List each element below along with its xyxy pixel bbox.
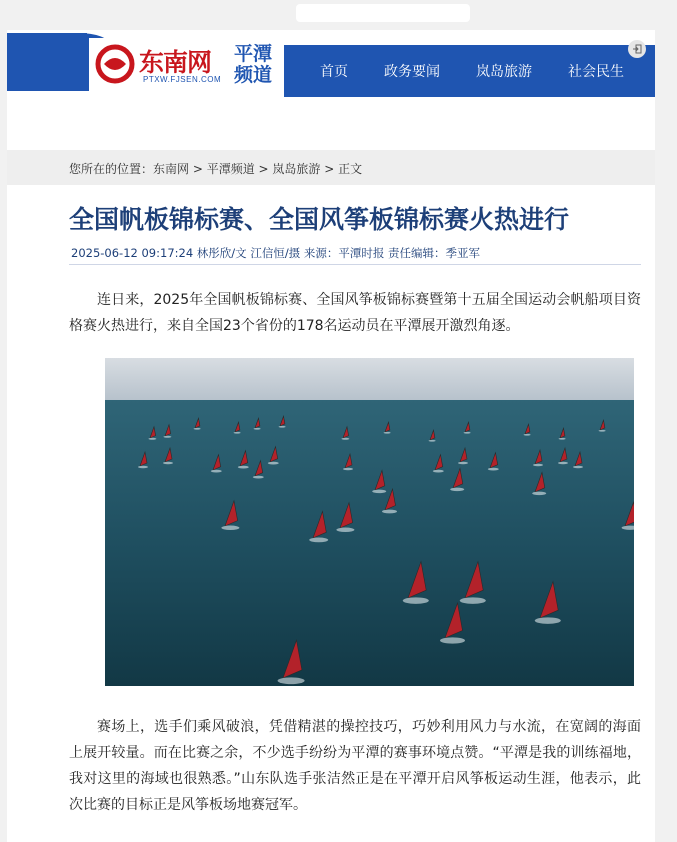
- breadcrumb-link-tourism[interactable]: 岚岛旅游: [272, 162, 321, 176]
- login-icon[interactable]: [628, 40, 646, 58]
- site-header: [7, 30, 655, 96]
- wake-splash: [532, 492, 546, 496]
- wake-splash: [535, 617, 561, 624]
- wake-splash: [148, 438, 156, 440]
- wake-splash: [372, 490, 386, 494]
- wake-splash: [559, 438, 566, 440]
- wake-splash: [138, 466, 148, 469]
- breadcrumb-separator: >: [254, 162, 273, 176]
- main-nav: [284, 45, 655, 97]
- site-logo[interactable]: [89, 38, 284, 93]
- wake-splash: [309, 538, 328, 543]
- wake-splash: [433, 470, 444, 473]
- logo-url: PTXW.FJSEN.COM: [143, 75, 222, 84]
- wake-splash: [279, 426, 286, 428]
- wake-splash: [278, 677, 305, 684]
- nav-society-livelihood[interactable]: 社会民生: [568, 64, 624, 80]
- breadcrumb-prefix: 您所在的位置：: [69, 162, 154, 176]
- wake-splash: [343, 468, 353, 471]
- breadcrumb-current: 正文: [338, 162, 363, 176]
- nav-home[interactable]: 首页: [320, 64, 348, 80]
- wake-splash: [429, 440, 436, 442]
- article-page: [7, 30, 655, 842]
- wake-splash: [238, 466, 249, 469]
- wake-splash: [234, 432, 241, 434]
- breadcrumb-text: [69, 160, 362, 177]
- wake-splash: [558, 462, 568, 465]
- wake-splash: [384, 432, 391, 434]
- wake-splash: [464, 432, 471, 434]
- wake-splash: [488, 468, 499, 471]
- login-arrow-icon: [632, 44, 642, 54]
- logo-mark-icon: [95, 44, 135, 84]
- wake-splash: [524, 434, 531, 436]
- breadcrumb-separator: >: [189, 162, 207, 176]
- breadcrumb-link-channel[interactable]: 平潭频道: [206, 162, 255, 176]
- wake-splash: [221, 526, 239, 531]
- breadcrumb: [7, 150, 655, 185]
- article-title: 全国帆板锦标赛、全国风筝板锦标赛火热进行: [69, 205, 570, 234]
- nav-government-news[interactable]: 政务要闻: [384, 64, 440, 80]
- wake-splash: [573, 466, 583, 469]
- wake-splash: [382, 510, 397, 514]
- wake-splash: [163, 436, 171, 438]
- wake-splash: [211, 470, 222, 473]
- wake-splash: [163, 462, 173, 465]
- sea-photo-illustration: [105, 358, 634, 686]
- wake-splash: [460, 597, 486, 604]
- breadcrumb-link-home[interactable]: 东南网: [153, 162, 190, 176]
- wake-splash: [458, 462, 468, 465]
- article-paragraph: 连日来，2025年全国帆板锦标赛、全国风筝板锦标赛暨第十五届全国运动会帆船项目资格赛火热进行，来自全国23个省份的178名运动员在平潭展开激烈角逐。: [69, 292, 641, 334]
- wake-splash: [533, 464, 543, 467]
- nav-island-tourism[interactable]: 岚岛旅游: [476, 64, 532, 80]
- windsurf-race-photo: [105, 358, 634, 686]
- wake-splash: [341, 438, 349, 440]
- header-blue-band: [7, 33, 87, 91]
- wake-splash: [254, 428, 261, 430]
- breadcrumb-separator: >: [320, 162, 339, 176]
- article-meta: 2025-06-12 09:17:24 林彤欣/文 江信恒/摄 来源：平潭时报 责任编辑：季亚军: [71, 246, 481, 260]
- wake-splash: [336, 528, 354, 533]
- wake-splash: [450, 488, 464, 492]
- wake-splash: [253, 476, 264, 479]
- wake-splash: [440, 637, 465, 643]
- meta-divider: [69, 264, 641, 265]
- article-paragraph: 赛场上，选手们乘风破浪，凭借精湛的操控技巧，巧妙利用风力与水流，在宽阔的海面上展开较量。而在比赛之余，不少选手纷纷为平潭的赛事环境点赞。“平潭是我的训练福地，我对这里的海域也很熟悉。”山东队选手张洁然正是在平潭开启风筝板运动生涯，他表示，此次比赛的目标正是风筝板场地赛冠军。: [69, 719, 641, 813]
- channel-name: 平潭频道: [234, 43, 273, 86]
- logo-text: 东南网: [139, 48, 212, 77]
- wake-splash: [268, 462, 279, 465]
- wake-splash: [599, 430, 606, 432]
- wake-splash: [403, 597, 429, 604]
- wake-splash: [194, 428, 201, 430]
- top-strip: [296, 4, 470, 22]
